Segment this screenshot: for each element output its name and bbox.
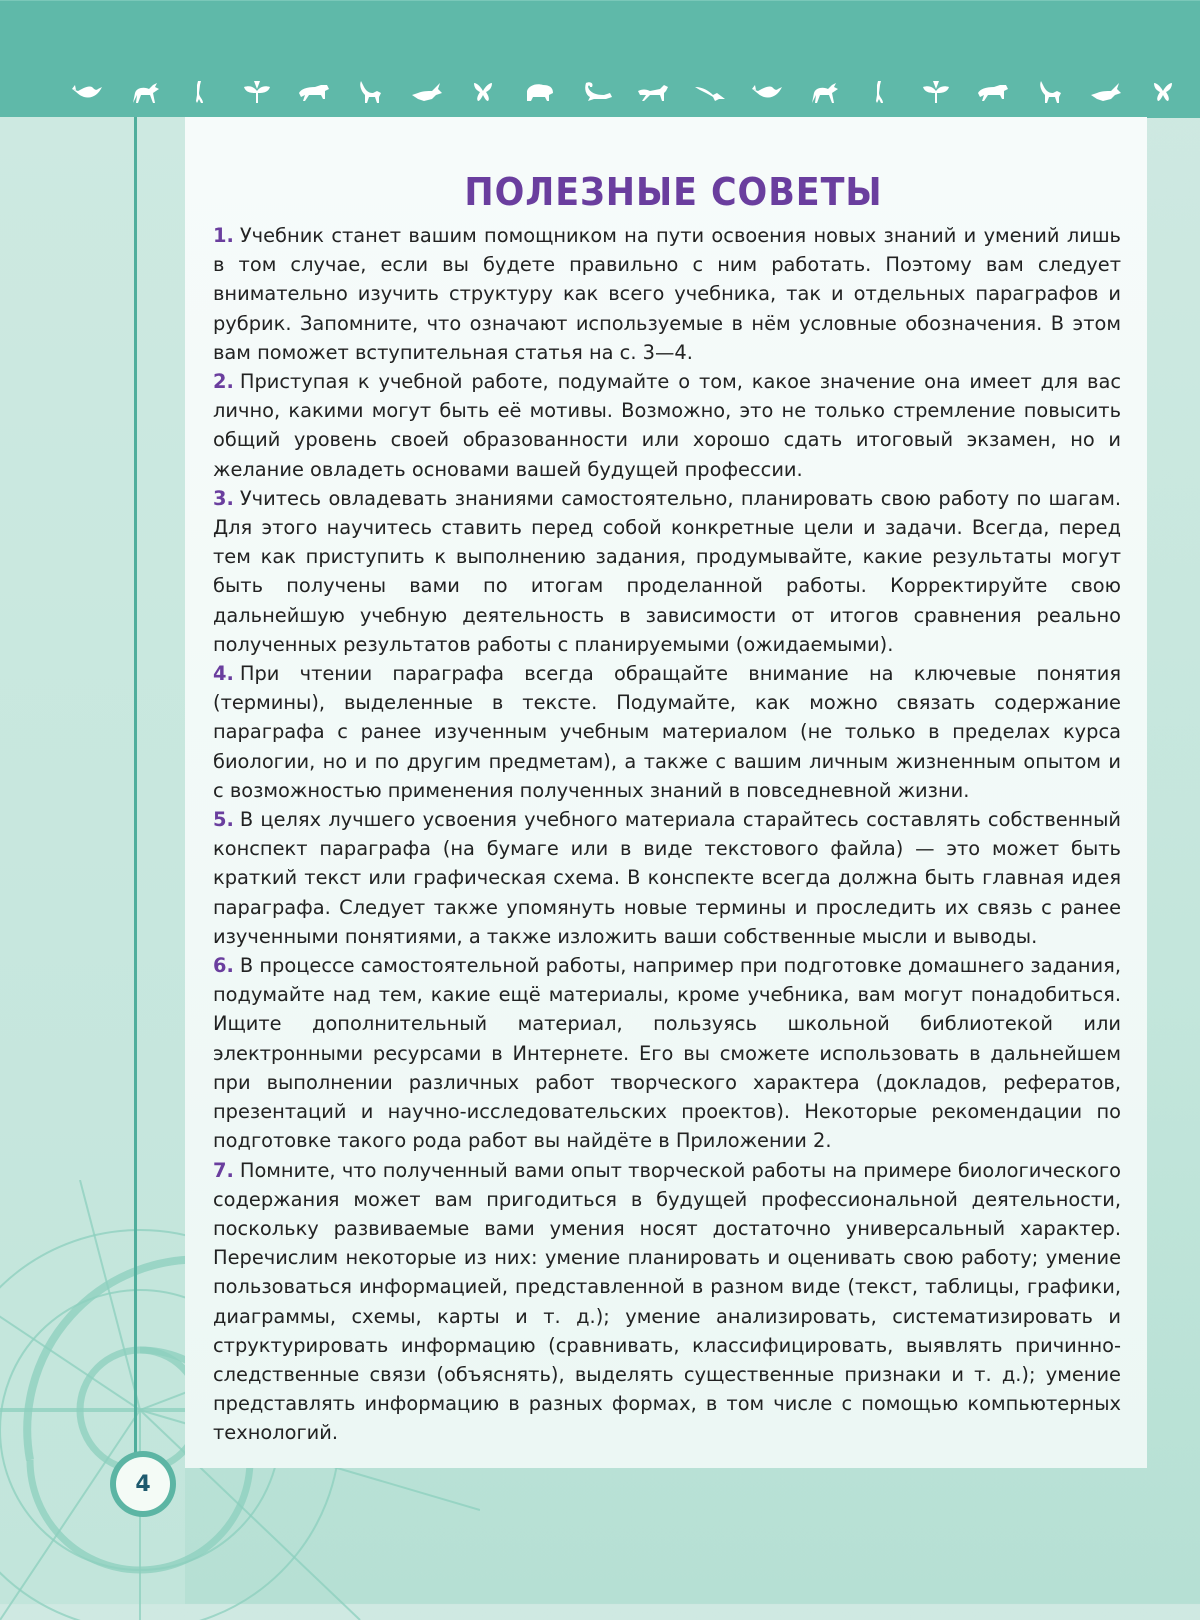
tip-item — [213, 805, 1121, 951]
butterfly-icon — [1146, 79, 1180, 105]
tip-text: При чтении параграфа всегда обращайте внимание на ключевые понятия (термины), выделенные в тексте. Подумайте, как можно связать содержание параграфа с ранее изученным учебным материалом (не только в пределах курса биологии, но и по другим предметам), а также с вашим личным жизненным опытом и с возможностью применения полученных знаний в повседневной жизни. — [213, 662, 1121, 802]
margin-vertical-line — [134, 117, 137, 1467]
page-number-badge — [110, 1451, 176, 1517]
tip-number: 5. — [213, 808, 234, 832]
tip-text: Учебник станет вашим помощником на пути освоения новых знаний и умений лишь в том случае, если вы будете правильно с ним работать. Поэтому вам следует внимательно изучить структуру как всего учебника, так и отдельных параграфов и рубрик. Запомните, что означают используемые в нём условные обозначения. В этом вам поможет вступительная статья на с. 3—4. — [213, 224, 1121, 364]
antelope-icon — [410, 79, 444, 105]
tip-number: 3. — [213, 486, 234, 510]
tip-text: В целях лучшего усвоения учебного материала старайтесь составлять собственный конспект параграфа (на бумаге или в виде текстового файла) — это может быть краткий текст или графическая схема. В конспекте всегда должна быть главная идея параграфа. Следует также упомянуть новые термины и проследить их связь с ранее изученными понятиями, а также изложить ваши собственные мысли и выводы. — [213, 808, 1121, 948]
animal-icon-strip — [70, 77, 1180, 107]
whale-icon — [70, 79, 104, 105]
horse-icon — [636, 79, 670, 105]
tip-item — [213, 221, 1121, 367]
page-number: 4 — [116, 1457, 170, 1511]
antelope-icon — [1089, 79, 1123, 105]
tip-item — [213, 951, 1121, 1155]
tip-number: 7. — [213, 1158, 234, 1182]
bull-icon — [976, 79, 1010, 105]
tip-text: В процессе самостоятельной работы, например при подготовке домашнего задания, подумайте над тем, какие ещё материалы, кроме учебника, вам могут понадобиться. Ищите дополнительный материал, пользуясь школьной библиотекой или электронными ресурсами в Интернете. Его вы сможете использовать в дальнейшем при выполнении различных работ творческого характера (докладов, рефератов, презентаций и научно-исследовательских проектов). Некоторые рекомендации по подготовке такого рода работ вы найдёте в Приложении 2. — [213, 954, 1121, 1153]
tip-item — [213, 484, 1121, 659]
insect-icon — [919, 79, 953, 105]
tip-number: 1. — [213, 224, 234, 247]
tip-item — [213, 659, 1121, 805]
tip-number: 6. — [213, 954, 234, 978]
tip-number: 4. — [213, 662, 234, 686]
whale-icon — [750, 79, 784, 105]
scorpion-icon — [580, 79, 614, 105]
swallow-icon — [693, 79, 727, 105]
tip-text: Помните, что полученный вами опыт творческой работы на примере биологического содержания может вам пригодиться в будущей профессиональной деятельности, поскольку развиваемые вами умения носят достаточно универсальный характер. Перечислим некоторые из них: умение планировать и оценивать свою работу; умение пользоваться информацией, представленной в разном виде (текст, таблицы, графики, диаграммы, схемы, карты и т. д.); умение анализировать, систематизировать и структурировать информацию (сравнивать, классифицировать, выявлять причинно-следственные связи (объяснять), выделять существенные признаки и т. д.); умение представлять информацию в разных формах, в том числе с помощью компьютерных технологий. — [213, 1158, 1121, 1445]
cat-icon — [353, 79, 387, 105]
moose-icon — [127, 79, 161, 105]
bull-icon — [297, 79, 331, 105]
header-band — [0, 0, 1200, 118]
tip-text: Учитесь овладевать знаниями самостоятельно, планировать свою работу по шагам. Для этого научитесь ставить перед собой конкретные цели и задачи. Всегда, перед тем как приступить к выполнению задания, продумывайте, какие результаты могут быть получены вами по итогам проделанной работы. Корректируйте свою дальнейшую учебную деятельность в зависимости от итогов сравнения реально полученных результатов работы с планируемыми (ожидаемыми). — [213, 486, 1121, 656]
bison-icon — [523, 79, 557, 105]
tip-text: Приступая к учебной работе, подумайте о том, какое значение она имеет для вас лично, какими могут быть её мотивы. Возможно, это не только стремление повысить общий уровень своей образованности или хорошо сдать итоговый экзамен, но и желание овладеть основами вашей будущей профессии. — [213, 370, 1121, 481]
butterfly-icon — [466, 79, 500, 105]
bird-standing-icon — [183, 79, 217, 105]
tip-item — [213, 367, 1121, 484]
tip-number: 2. — [213, 370, 234, 394]
tip-item — [213, 1156, 1121, 1448]
cat-icon — [1033, 79, 1067, 105]
bird-standing-icon — [863, 79, 897, 105]
moose-icon — [806, 79, 840, 105]
page-title: ПОЛЕЗНЫЕ СОВЕТЫ — [464, 170, 883, 215]
tips-list — [213, 221, 1121, 1448]
left-decorative-strip — [0, 117, 185, 1604]
insect-icon — [240, 79, 274, 105]
